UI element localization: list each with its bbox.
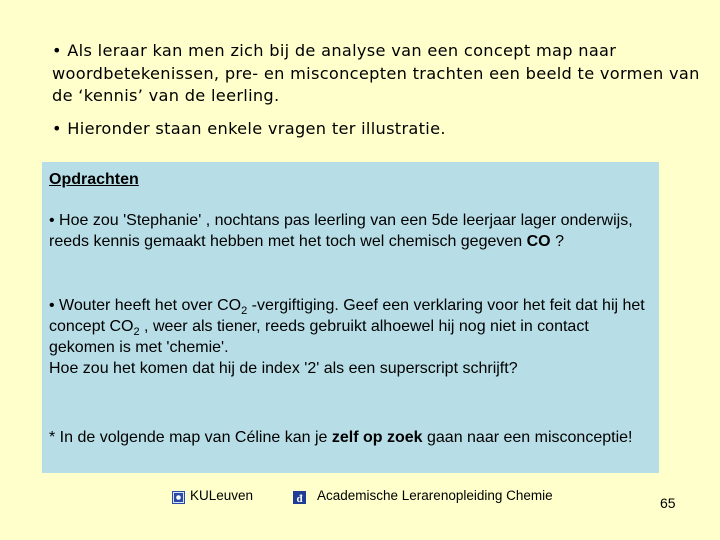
svg-text:đ: đ bbox=[296, 493, 303, 504]
page-number: 65 bbox=[660, 495, 676, 511]
note-text-a: * In de volgende map van Céline kan je bbox=[49, 429, 332, 446]
celine-map-note bbox=[49, 427, 653, 448]
q1-text: • Hoe zou 'Stephanie' , nochtans pas leerling van een 5de leerjaar lager onderwijs, reeds kennis gemaakt hebben met het toch wel chemisch gegeven bbox=[49, 212, 633, 250]
q2-text-b: -vergiftiging. Geef een verklaring voor het feit dat hij het concept CO bbox=[49, 297, 645, 335]
note-bold: zelf op zoek bbox=[331, 429, 423, 446]
illustration-bullet: • Hieronder staan enkele vragen ter illustratie. bbox=[52, 119, 446, 138]
q2-text-d: Hoe zou het komen dat hij de index '2' als een superscript schrijft? bbox=[49, 360, 518, 377]
footer-kuleuven: KULeuven bbox=[190, 488, 254, 503]
assignments-box bbox=[42, 162, 659, 473]
kuleuven-logo-icon bbox=[172, 491, 185, 504]
q2-subscript-2: 2 bbox=[133, 326, 140, 338]
assignments-heading: Opdrachten bbox=[49, 171, 139, 188]
question-stephanie bbox=[49, 210, 653, 252]
question-wouter bbox=[49, 295, 653, 379]
q1-end: ? bbox=[550, 233, 564, 250]
q2-text-a: • Wouter heeft het over CO bbox=[49, 297, 242, 314]
alo-logo-icon bbox=[293, 491, 306, 504]
q1-co: CO bbox=[526, 233, 551, 250]
footer-academic-program: Academische Lerarenopleiding Chemie bbox=[317, 488, 553, 503]
q2-subscript-1: 2 bbox=[241, 305, 248, 317]
note-text-b: gaan naar een misconceptie! bbox=[422, 429, 633, 446]
q2-text-c: , weer als tiener, reeds gebruikt alhoewel hij nog niet in contact gekomen is met 'chemie'. bbox=[49, 318, 589, 356]
intro-bullet: • Als leraar kan men zich bij de analyse van een concept map naar woordbetekenissen, pre- en misconcepten trachten een beeld te vormen van de ‘kennis’ van de leerling. bbox=[52, 41, 700, 105]
